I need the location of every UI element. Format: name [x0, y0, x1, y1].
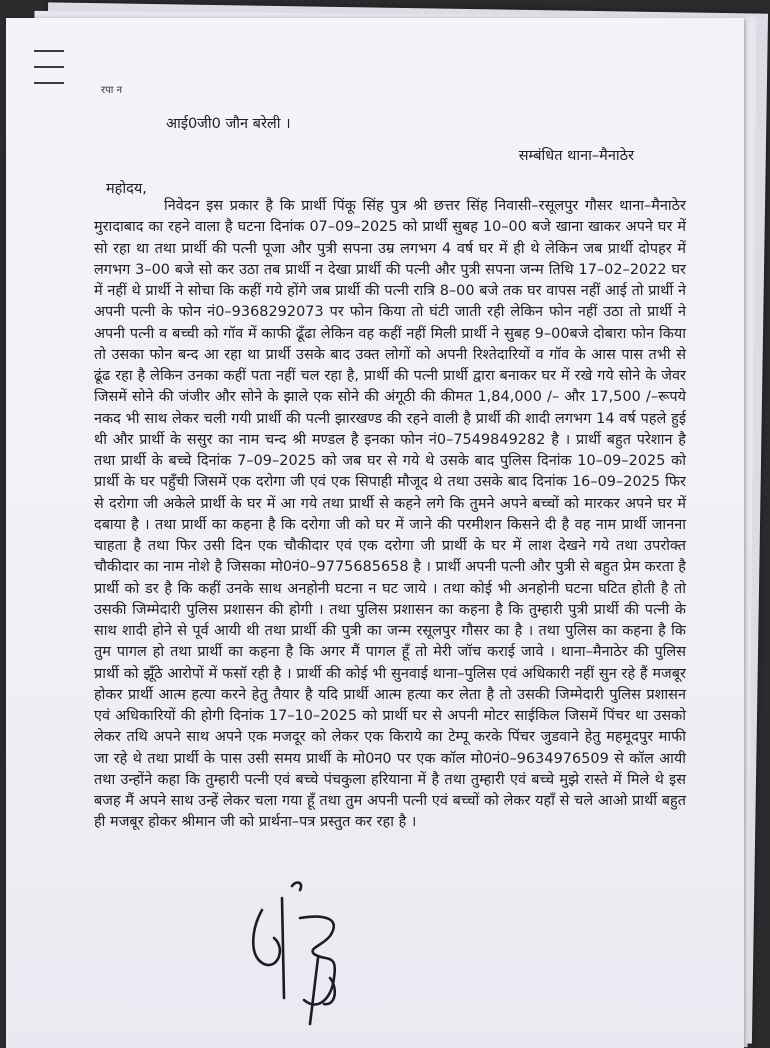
salutation: महोदय, — [106, 181, 147, 197]
letter-body: निवेदन इस प्रकार है कि प्रार्थी पिंकू सिंह पुत्र श्री छत्तर सिंह निवासी–रसूलपुर गौसर थाना–मैनाठेर मुरादाबाद का रहने वाला है घटना दिनांक 07–09–2025 को प्रार्थी सुबह 10–00 बजे खाना खाकर अपने घर में सो रहा था तथा प्रार्थी की पत्नी पूजा और पुत्री सपना उम्र लगभग 4 वर्ष घर में ही थे लेकिन जब प्रार्थी दोपहर में लगभग 3–00 बजे सो कर उठा तब प्रार्थी न देखा प्रार्थी की पत्नी और पुत्री सपना जन्म तिथि 17–02–2022 घर में नहीं थे प्रार्थी ने सोचा कि कहीं गये होंगे जब प्रार्थी की पत्नी रात्रि 8–00 बजे तक घर वापस नहीं आई तो प्रार्थी ने अपनी पत्नी के फोन नं0–9368292073 पर फोन किया तो घंटी जाती रही लेकिन फोन नहीं उठा तो प्रार्थी ने अपनी पत्नी व बच्ची को गॉव में काफी ढूँढा लेकिन वह कहीं नहीं मिली प्रार्थी ने सुबह 9–00बजे दोबारा फोन किया तो उसका फोन बन्द आ रहा था प्रार्थी उसके बाद उक्त लोगों को अपनी रिश्तेदारियों व गॉव के आस पास तभी से ढूंढ रहा है लेकिन उनका कहीं पता नहीं चल रहा है, प्रार्थी की पत्नी प्रार्थी द्वारा बनाकर घर में रखे गये सोने के जेवर जिसमें सोने की जंजीर और सोने के झाले एक सोने की अंगूठी की कीमत 1,84,000 /– और 17,500 /–रूपये नकद भी साथ लेकर चली गयी प्रार्थी की पत्नी झारखण्ड की रहने वाली है प्रार्थी की शादी लगभग 14 वर्ष पहले हुई थी और प्रार्थी के ससुर का नाम चन्द श्री मण्डल है इनका फोन नं0–7549849282 है । प्रार्थी बहुत परेशान है तथा प्रार्थी के बच्चे दिनांक 7–09–2025 को जब घर से गये थे उसके बाद पुलिस दिनांक 10–09–2025 को प्रार्थी के घर पहुँची जिसमें एक दरोगा जी एवं एक सिपाही मौजूद थे तथा उसके बाद दिनांक 16–09–2025 फिर से दरोगा जी अकेले प्रार्थी के घर में आ गये तथा प्रार्थी से कहने लगे कि तुमने अपने बच्चों को मारकर अपने घर में दबाया है । तथा प्रार्थी का कहना है कि दरोगा जी को घर में जाने की परमीशन किसने दी है वह नाम प्रार्थी जानना चाहता है तथा फिर उसी दिन एक चौकीदार एवं एक दरोगा जी प्रार्थी के घर में लाश देखने गये तथा उपरोक्त चौकीदार का नाम नोशे है जिसका मो0नं0–9775685658 है । प्रार्थी अपनी पत्नी और पुत्री से बहुत प्रेम करता है प्रार्थी को डर है कि कहीं उनके साथ अनहोनी घटना न घट जाये । तथा कोई भी अनहोनी घटना घटित होती है तो उसकी जिम्मेदारी पुलिस प्रशासन की होगी । तथा पुलिस प्रशासन का कहना है कि तुम्हारी पुत्री प्रार्थी की पत्नी के साथ शादी होने से पूर्व आयी थी तथा प्रार्थी की पुत्री का जन्म रसूलपुर गौसर का है । तथा पुलिस का कहना है कि तुम पागल हो तथा प्रार्थी का कहना है कि अगर मैं पागल हूँ तो मेरी जॉच कराई जावे । थाना–मैनाठेर की पुलिस प्रार्थी को झूँठे आरोपों में फसॉ रही है । प्रार्थी की कोई भी सुनवाई थाना–पुलिस एवं अधिकारी नहीं सुन रहे हैं मजबूर होकर प्रार्थी आत्म हत्या करने हेतु तैयार है यदि प्रार्थी आत्म हत्या कर लेता है तो उसकी जिम्मेदारी पुलिस प्रशासन एवं अधिकारियों की होगी दिनांक 17–10–2025 को प्रार्थी घर से अपनी मोटर साईकिल जिसमें पिंचर था उसको लेकर तथि अपने साथ अपने एक मजदूर को लेकर एक किराये का टेम्पू करके पिंचर जुडवाने हेतु महमूदपुर माफी जा रहे थे तथा प्रार्थी के पास उसी समय प्रार्थी के मो0न0 पर एक कॉल मो0नं0–9634976509 से कॉल आयी तथा उन्होंने कहा कि तुम्हारी पत्नी एवं बच्चे पंचकुला हरियाना में है तथा तुम्हारी एवं बच्चे मुझे रास्ते में मिले थे इस बजह मैं अपने साथ उन्हें लेकर चला गया हूँ तथा तुम अपनी पत्नी एवं बच्चों को लेकर यहाँ से चले आओ प्रार्थी बहुत ही मजबूर होकर श्रीमान जी को प्रार्थना–पत्र प्रस्तुत कर रहा है । — [94, 198, 686, 831]
addressee: आई0जी0 जौन बरेली । — [166, 116, 291, 132]
letter-page — [6, 18, 744, 1048]
subject-line: सम्बंधित थाना–मैनाठेर — [518, 148, 634, 164]
handwritten-signature — [234, 878, 374, 1028]
margin-marks — [34, 50, 74, 98]
reference-mark: रपा न — [101, 85, 123, 96]
